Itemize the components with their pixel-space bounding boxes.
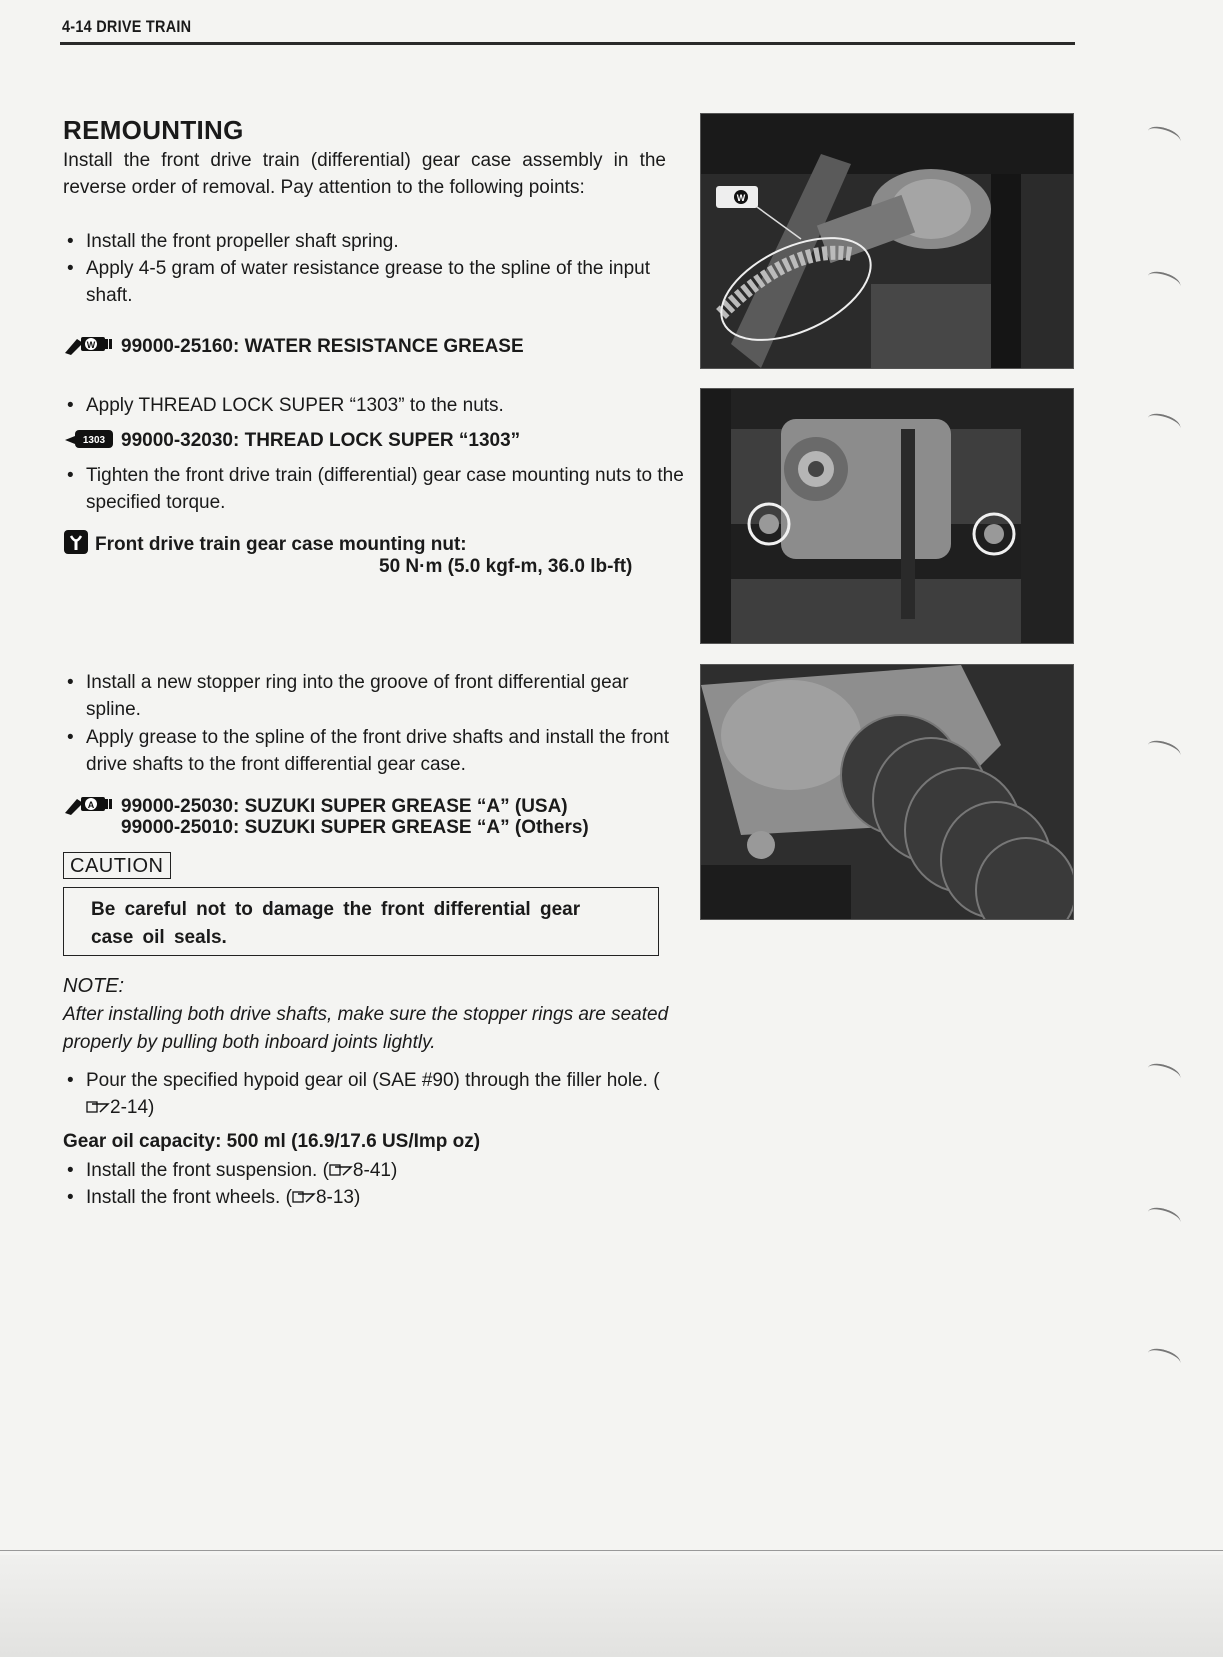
bullet-text: Apply 4-5 gram of water resistance grease to the spline of the input shaft.: [86, 258, 650, 306]
bullet-text: Pour the specified hypoid gear oil (SAE #90) through the filler hole.: [86, 1070, 648, 1091]
reference-arrow-icon: (: [323, 1160, 353, 1181]
scan-mark: [1145, 1204, 1182, 1230]
capacity-spec: Gear oil capacity: 500 ml (16.9/17.6 US/Imp oz): [63, 1131, 481, 1152]
threadlock-number: 1303: [82, 435, 106, 446]
spec-grease-w: [63, 331, 524, 363]
grease-w-icon: [63, 331, 115, 363]
spec-grease-a-line1: 99000-25030: SUZUKI SUPER GREASE “A” (USA): [121, 796, 568, 817]
page-header: 4-14 DRIVE TRAIN: [62, 17, 192, 36]
caution-label: CAUTION: [63, 852, 171, 879]
note-text: After installing both drive shafts, make sure the stopper rings are seated properly by pulling both inboard joints lightly.: [63, 1004, 669, 1053]
scan-mark: [1145, 123, 1182, 149]
header-rule: [60, 42, 1075, 45]
bullet-text: Install the front suspension.: [86, 1160, 318, 1181]
bullet-text: Apply THREAD LOCK SUPER “1303” to the nuts.: [86, 395, 504, 416]
scan-mark: [1145, 410, 1182, 436]
bullet-dot: •: [67, 1160, 74, 1181]
reference-page: 8-41: [352, 1160, 391, 1181]
bullet-dot: •: [67, 1187, 74, 1208]
spec-threadlock: [63, 426, 520, 456]
torque-value: 50 N·m (5.0 kgf-m, 36.0 lb-ft): [379, 556, 633, 577]
grease-w-icon: [716, 186, 758, 208]
bullet-dot: •: [67, 727, 74, 748]
bullet-dot: •: [67, 672, 74, 693]
scan-mark: [1145, 737, 1182, 763]
scan-mark: [1145, 1345, 1182, 1371]
bullet-dot: •: [67, 258, 74, 279]
caution-box: [63, 887, 659, 956]
scan-mark: [1145, 1060, 1182, 1086]
torque-wrench-icon: [63, 529, 89, 561]
bullet-item: [67, 255, 666, 309]
spec-threadlock-text: 99000-32030: THREAD LOCK SUPER “1303”: [121, 430, 521, 451]
bullet-text: Install the front wheels.: [86, 1187, 281, 1208]
scan-mark: [1145, 268, 1182, 294]
spec-grease-a-line2: 99000-25010: SUZUKI SUPER GREASE “A” (Others): [121, 817, 589, 838]
grease-a-icon: [63, 791, 115, 823]
bullet-text: Install the front propeller shaft spring.: [86, 231, 399, 252]
photo-gear-case-mounting: [700, 388, 1074, 644]
section-title: REMOUNTING: [63, 115, 244, 145]
bullet-item: [67, 392, 686, 419]
reference-page: 8-13: [315, 1187, 354, 1208]
photo-w-badge: W: [736, 193, 746, 203]
bullet-item: [67, 669, 686, 723]
intro-paragraph: Install the front drive train (differential) gear case assembly in the reverse order of removal. Pay attention to the following points:: [63, 150, 666, 198]
bullet-dot: •: [67, 465, 74, 486]
photo-propeller-shaft: [700, 113, 1074, 369]
bullet-text: Install a new stopper ring into the groove of front differential gear spline.: [86, 672, 629, 720]
bullet-text: Tighten the front drive train (differential) gear case mounting nuts to the specified torque.: [86, 465, 684, 513]
bullet-item: [67, 462, 686, 516]
scan-shadow: [0, 1555, 1223, 1657]
bullet-text: Apply grease to the spline of the front drive shafts and install the front drive shafts to the front differential gear case.: [86, 727, 670, 775]
bullet-item: [67, 724, 686, 778]
bullet-item: • Pour the specified hypoid gear oil (SAE #90) through the filler hole. (2-14): [67, 1067, 676, 1121]
grease-w-letter: W: [86, 340, 96, 350]
bullet-dot: •: [67, 231, 74, 252]
bullet-item: [67, 228, 686, 255]
reference-arrow-icon: (: [86, 1070, 660, 1118]
grease-a-letter: A: [87, 800, 95, 810]
torque-label: Front drive train gear case mounting nut:: [95, 534, 467, 555]
bullet-dot: •: [67, 1070, 74, 1091]
bullet-dot: •: [67, 395, 74, 416]
photo-drive-shaft-boot: [700, 664, 1074, 920]
reference-page: 2-14: [110, 1097, 149, 1118]
note-label: NOTE:: [63, 975, 125, 997]
spec-grease-w-text: 99000-25160: WATER RESISTANCE GREASE: [121, 336, 524, 357]
reference-arrow-icon: (: [286, 1187, 316, 1208]
bullet-item: • Install the front wheels. ( 8-13): [67, 1184, 686, 1211]
caution-text: Be careful not to damage the front differential gear case oil seals.: [91, 899, 581, 948]
scan-edge: [0, 1550, 1223, 1551]
bullet-item: • Install the front suspension. ( 8-41): [67, 1157, 686, 1184]
threadlock-1303-icon: [63, 426, 115, 456]
